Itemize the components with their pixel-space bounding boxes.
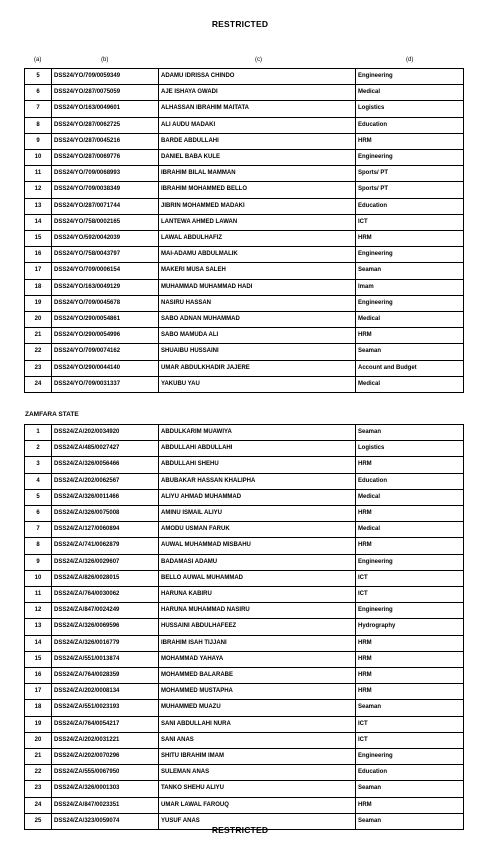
serial-number-cell: 11 bbox=[25, 587, 52, 603]
column-header-b: (b) bbox=[101, 57, 109, 63]
specialty-cell: ICT bbox=[356, 214, 464, 230]
table-row bbox=[25, 732, 464, 748]
specialty-cell: Engineering bbox=[356, 749, 464, 765]
table-row bbox=[25, 263, 464, 279]
serial-number-cell: 17 bbox=[25, 684, 52, 700]
page-header-classification: RESTRICTED bbox=[211, 19, 269, 29]
full-name-cell: AJE ISHAYA GWADI bbox=[159, 85, 356, 101]
specialty-cell: Medical bbox=[356, 522, 464, 538]
table-row bbox=[25, 668, 464, 684]
service-number-cell: DSS24/ZA/764/0054217 bbox=[52, 716, 159, 732]
service-number-cell: DSS24/ZA/847/0024249 bbox=[52, 603, 159, 619]
table-row bbox=[25, 101, 464, 117]
full-name-cell: HARUNA KABIRU bbox=[159, 587, 356, 603]
table-row bbox=[25, 684, 464, 700]
table-row bbox=[25, 619, 464, 635]
table-row bbox=[25, 538, 464, 554]
serial-number-cell: 11 bbox=[25, 166, 52, 182]
table-row bbox=[25, 603, 464, 619]
serial-number-cell: 19 bbox=[25, 716, 52, 732]
table-row bbox=[25, 214, 464, 230]
specialty-cell: Education bbox=[356, 765, 464, 781]
full-name-cell: ABUBAKAR HASSAN KHALIPHA bbox=[159, 473, 356, 489]
full-name-cell: ALIYU AHMAD MUHAMMAD bbox=[159, 489, 356, 505]
service-number-cell: DSS24/YO/709/0074162 bbox=[52, 344, 159, 360]
specialty-cell: Logistics bbox=[356, 441, 464, 457]
specialty-cell: Seaman bbox=[356, 425, 464, 441]
table-row bbox=[25, 133, 464, 149]
specialty-cell: Imam bbox=[356, 279, 464, 295]
serial-number-cell: 9 bbox=[25, 554, 52, 570]
serial-number-cell: 6 bbox=[25, 85, 52, 101]
full-name-cell: MOHAMMED MUSTAPHA bbox=[159, 684, 356, 700]
service-number-cell: DSS24/YO/592/0042039 bbox=[52, 231, 159, 247]
serial-number-cell: 23 bbox=[25, 781, 52, 797]
table-row bbox=[25, 85, 464, 101]
serial-number-cell: 21 bbox=[25, 749, 52, 765]
service-number-cell: DSS24/ZA/202/0034920 bbox=[52, 425, 159, 441]
specialty-cell: Seaman bbox=[356, 813, 464, 829]
table-row bbox=[25, 700, 464, 716]
full-name-cell: MAKERI MUSA SALEH bbox=[159, 263, 356, 279]
serial-number-cell: 16 bbox=[25, 247, 52, 263]
column-header-d: (d) bbox=[406, 57, 414, 63]
table-row bbox=[25, 198, 464, 214]
service-number-cell: DSS24/ZA/202/0062567 bbox=[52, 473, 159, 489]
specialty-cell: Seaman bbox=[356, 781, 464, 797]
specialty-cell: HRM bbox=[356, 538, 464, 554]
specialty-cell: Education bbox=[356, 198, 464, 214]
full-name-cell: LANTEWA AHMED LAWAN bbox=[159, 214, 356, 230]
specialty-cell: Medical bbox=[356, 85, 464, 101]
serial-number-cell: 4 bbox=[25, 473, 52, 489]
serial-number-cell: 24 bbox=[25, 797, 52, 813]
service-number-cell: DSS24/ZA/551/0023193 bbox=[52, 700, 159, 716]
full-name-cell: ADAMU IDRISSA CHINDO bbox=[159, 69, 356, 85]
specialty-cell: Education bbox=[356, 117, 464, 133]
full-name-cell: DANIEL BABA KULE bbox=[159, 150, 356, 166]
service-number-cell: DSS24/YO/709/0045678 bbox=[52, 295, 159, 311]
serial-number-cell: 8 bbox=[25, 117, 52, 133]
full-name-cell: MOHAMMAD YAHAYA bbox=[159, 651, 356, 667]
full-name-cell: LAWAL ABDULHAFIZ bbox=[159, 231, 356, 247]
serial-number-cell: 18 bbox=[25, 700, 52, 716]
specialty-cell: HRM bbox=[356, 651, 464, 667]
service-number-cell: DSS24/ZA/555/0067950 bbox=[52, 765, 159, 781]
specialty-cell: Hydrography bbox=[356, 619, 464, 635]
serial-number-cell: 10 bbox=[25, 570, 52, 586]
specialty-cell: Logistics bbox=[356, 101, 464, 117]
specialty-cell: Engineering bbox=[356, 150, 464, 166]
serial-number-cell: 22 bbox=[25, 765, 52, 781]
service-number-cell: DSS24/ZA/826/0028015 bbox=[52, 570, 159, 586]
serial-number-cell: 9 bbox=[25, 133, 52, 149]
full-name-cell: ABDULLAHI ABDULLAHI bbox=[159, 441, 356, 457]
service-number-cell: DSS24/ZA/326/0001303 bbox=[52, 781, 159, 797]
serial-number-cell: 8 bbox=[25, 538, 52, 554]
table-row bbox=[25, 117, 464, 133]
full-name-cell: NASIRU HASSAN bbox=[159, 295, 356, 311]
serial-number-cell: 25 bbox=[25, 813, 52, 829]
specialty-cell: HRM bbox=[356, 635, 464, 651]
full-name-cell: HARUNA MUHAMMAD NASIRU bbox=[159, 603, 356, 619]
service-number-cell: DSS24/YO/287/0069776 bbox=[52, 150, 159, 166]
serial-number-cell: 14 bbox=[25, 635, 52, 651]
specialty-cell: ICT bbox=[356, 732, 464, 748]
service-number-cell: DSS24/ZA/323/0059074 bbox=[52, 813, 159, 829]
full-name-cell: MAI-ADAMU ABDULMALIK bbox=[159, 247, 356, 263]
serial-number-cell: 16 bbox=[25, 668, 52, 684]
specialty-cell: Engineering bbox=[356, 69, 464, 85]
full-name-cell: MUHAMMAD MUHAMMAD HADI bbox=[159, 279, 356, 295]
serial-number-cell: 24 bbox=[25, 376, 52, 392]
serial-number-cell: 13 bbox=[25, 619, 52, 635]
table-row bbox=[25, 231, 464, 247]
table-row bbox=[25, 360, 464, 376]
serial-number-cell: 10 bbox=[25, 150, 52, 166]
service-number-cell: DSS24/YO/709/0038349 bbox=[52, 182, 159, 198]
service-number-cell: DSS24/YO/290/0054861 bbox=[52, 312, 159, 328]
full-name-cell: TANKO SHEHU ALIYU bbox=[159, 781, 356, 797]
full-name-cell: HUSSAINI ABDULHAFEEZ bbox=[159, 619, 356, 635]
service-number-cell: DSS24/ZA/202/0031221 bbox=[52, 732, 159, 748]
service-number-cell: DSS24/ZA/326/0029607 bbox=[52, 554, 159, 570]
service-number-cell: DSS24/ZA/326/0016779 bbox=[52, 635, 159, 651]
serial-number-cell: 20 bbox=[25, 732, 52, 748]
full-name-cell: BADAMASI ADAMU bbox=[159, 554, 356, 570]
specialty-cell: Medical bbox=[356, 489, 464, 505]
service-number-cell: DSS24/ZA/202/0070296 bbox=[52, 749, 159, 765]
specialty-cell: HRM bbox=[356, 684, 464, 700]
service-number-cell: DSS24/YO/287/0045216 bbox=[52, 133, 159, 149]
table-row bbox=[25, 425, 464, 441]
table-row bbox=[25, 522, 464, 538]
serial-number-cell: 19 bbox=[25, 295, 52, 311]
table-row bbox=[25, 150, 464, 166]
service-number-cell: DSS24/ZA/551/0013874 bbox=[52, 651, 159, 667]
table-row bbox=[25, 570, 464, 586]
specialty-cell: ICT bbox=[356, 587, 464, 603]
full-name-cell: ABDULLAHI SHEHU bbox=[159, 457, 356, 473]
table-row bbox=[25, 765, 464, 781]
state-heading-zamfara: ZAMFARA STATE bbox=[25, 411, 79, 418]
specialty-cell: Seaman bbox=[356, 700, 464, 716]
serial-number-cell: 12 bbox=[25, 603, 52, 619]
full-name-cell: ABDULKARIM MUAWIYA bbox=[159, 425, 356, 441]
service-number-cell: DSS24/YO/758/0002165 bbox=[52, 214, 159, 230]
table-row bbox=[25, 651, 464, 667]
service-number-cell: DSS24/YO/709/0031337 bbox=[52, 376, 159, 392]
full-name-cell: ALI AUDU MADAKI bbox=[159, 117, 356, 133]
serial-number-cell: 12 bbox=[25, 182, 52, 198]
full-name-cell: JIBRIN MOHAMMED MADAKI bbox=[159, 198, 356, 214]
full-name-cell: IBRAHIM ISAH TIJJANI bbox=[159, 635, 356, 651]
table-row bbox=[25, 279, 464, 295]
serial-number-cell: 20 bbox=[25, 312, 52, 328]
column-header-c: (c) bbox=[255, 57, 262, 63]
specialty-cell: Sports/ PT bbox=[356, 182, 464, 198]
service-number-cell: DSS24/YO/163/0049129 bbox=[52, 279, 159, 295]
specialty-cell: Education bbox=[356, 473, 464, 489]
service-number-cell: DSS24/ZA/326/0056466 bbox=[52, 457, 159, 473]
serial-number-cell: 17 bbox=[25, 263, 52, 279]
full-name-cell: SANI ANAS bbox=[159, 732, 356, 748]
full-name-cell: SABO ADNAN MUHAMMAD bbox=[159, 312, 356, 328]
specialty-cell: HRM bbox=[356, 457, 464, 473]
serial-number-cell: 6 bbox=[25, 506, 52, 522]
specialty-cell: Medical bbox=[356, 312, 464, 328]
full-name-cell: YUSUF ANAS bbox=[159, 813, 356, 829]
serial-number-cell: 3 bbox=[25, 457, 52, 473]
full-name-cell: BARDE ABDULLAHI bbox=[159, 133, 356, 149]
specialty-cell: HRM bbox=[356, 797, 464, 813]
service-number-cell: DSS24/YO/709/0059349 bbox=[52, 69, 159, 85]
specialty-cell: HRM bbox=[356, 133, 464, 149]
full-name-cell: AUWAL MUHAMMAD MISBAHU bbox=[159, 538, 356, 554]
service-number-cell: DSS24/YO/287/0062725 bbox=[52, 117, 159, 133]
serial-number-cell: 23 bbox=[25, 360, 52, 376]
service-number-cell: DSS24/ZA/741/0062879 bbox=[52, 538, 159, 554]
service-number-cell: DSS24/ZA/127/0060894 bbox=[52, 522, 159, 538]
full-name-cell: MOHAMMED BALARABE bbox=[159, 668, 356, 684]
specialty-cell: Engineering bbox=[356, 247, 464, 263]
service-number-cell: DSS24/YO/287/0071744 bbox=[52, 198, 159, 214]
specialty-cell: Sports/ PT bbox=[356, 166, 464, 182]
table-row bbox=[25, 441, 464, 457]
serial-number-cell: 14 bbox=[25, 214, 52, 230]
specialty-cell: Medical bbox=[356, 376, 464, 392]
service-number-cell: DSS24/ZA/485/0027427 bbox=[52, 441, 159, 457]
service-number-cell: DSS24/YO/290/0054996 bbox=[52, 328, 159, 344]
full-name-cell: ALHASSAN IBRAHIM MAITATA bbox=[159, 101, 356, 117]
serial-number-cell: 7 bbox=[25, 522, 52, 538]
serial-number-cell: 1 bbox=[25, 425, 52, 441]
table-row bbox=[25, 328, 464, 344]
table-row bbox=[25, 69, 464, 85]
service-number-cell: DSS24/YO/163/0049601 bbox=[52, 101, 159, 117]
table-row bbox=[25, 797, 464, 813]
specialty-cell: HRM bbox=[356, 506, 464, 522]
zamfara-personnel-table bbox=[24, 424, 464, 830]
full-name-cell: MUHAMMED MUAZU bbox=[159, 700, 356, 716]
full-name-cell: AMINU ISMAIL ALIYU bbox=[159, 506, 356, 522]
serial-number-cell: 15 bbox=[25, 231, 52, 247]
table-row bbox=[25, 473, 464, 489]
full-name-cell: UMAR LAWAL FAROUQ bbox=[159, 797, 356, 813]
serial-number-cell: 21 bbox=[25, 328, 52, 344]
full-name-cell: SHUAIBU HUSSAINI bbox=[159, 344, 356, 360]
serial-number-cell: 5 bbox=[25, 489, 52, 505]
full-name-cell: SHITU IBRAHIM IMAM bbox=[159, 749, 356, 765]
serial-number-cell: 7 bbox=[25, 101, 52, 117]
service-number-cell: DSS24/YO/758/0043797 bbox=[52, 247, 159, 263]
table-row bbox=[25, 166, 464, 182]
full-name-cell: SANI ABDULLAHI NURA bbox=[159, 716, 356, 732]
table-row bbox=[25, 506, 464, 522]
serial-number-cell: 15 bbox=[25, 651, 52, 667]
service-number-cell: DSS24/ZA/847/0023351 bbox=[52, 797, 159, 813]
specialty-cell: Engineering bbox=[356, 603, 464, 619]
table-row bbox=[25, 295, 464, 311]
service-number-cell: DSS24/ZA/202/0008134 bbox=[52, 684, 159, 700]
service-number-cell: DSS24/YO/290/0044140 bbox=[52, 360, 159, 376]
table-row bbox=[25, 781, 464, 797]
table-row bbox=[25, 182, 464, 198]
full-name-cell: YAKUBU YAU bbox=[159, 376, 356, 392]
full-name-cell: UMAR ABDULKHADIR JAJERE bbox=[159, 360, 356, 376]
specialty-cell: HRM bbox=[356, 668, 464, 684]
table-row bbox=[25, 457, 464, 473]
specialty-cell: ICT bbox=[356, 570, 464, 586]
yobe-personnel-table bbox=[24, 68, 464, 393]
table-row bbox=[25, 749, 464, 765]
specialty-cell: Engineering bbox=[356, 554, 464, 570]
service-number-cell: DSS24/YO/709/0006154 bbox=[52, 263, 159, 279]
column-header-a: (a) bbox=[34, 57, 42, 63]
service-number-cell: DSS24/ZA/764/0030062 bbox=[52, 587, 159, 603]
service-number-cell: DSS24/YO/709/0068993 bbox=[52, 166, 159, 182]
serial-number-cell: 5 bbox=[25, 69, 52, 85]
serial-number-cell: 13 bbox=[25, 198, 52, 214]
table-row bbox=[25, 344, 464, 360]
serial-number-cell: 2 bbox=[25, 441, 52, 457]
service-number-cell: DSS24/ZA/326/0075008 bbox=[52, 506, 159, 522]
service-number-cell: DSS24/ZA/326/0011466 bbox=[52, 489, 159, 505]
table-row bbox=[25, 587, 464, 603]
service-number-cell: DSS24/ZA/764/0028359 bbox=[52, 668, 159, 684]
full-name-cell: SABO MAMUDA ALI bbox=[159, 328, 356, 344]
specialty-cell: Seaman bbox=[356, 344, 464, 360]
specialty-cell: HRM bbox=[356, 231, 464, 247]
table-row bbox=[25, 554, 464, 570]
specialty-cell: Engineering bbox=[356, 295, 464, 311]
table-row bbox=[25, 312, 464, 328]
serial-number-cell: 18 bbox=[25, 279, 52, 295]
serial-number-cell: 22 bbox=[25, 344, 52, 360]
service-number-cell: DSS24/YO/287/0075059 bbox=[52, 85, 159, 101]
table-row bbox=[25, 635, 464, 651]
table-row bbox=[25, 716, 464, 732]
page-footer-classification: RESTRICTED bbox=[211, 825, 269, 835]
table-row bbox=[25, 489, 464, 505]
specialty-cell: HRM bbox=[356, 328, 464, 344]
service-number-cell: DSS24/ZA/326/0069596 bbox=[52, 619, 159, 635]
full-name-cell: IBRAHIM MOHAMMED BELLO bbox=[159, 182, 356, 198]
specialty-cell: Seaman bbox=[356, 263, 464, 279]
table-row bbox=[25, 247, 464, 263]
full-name-cell: AMODU USMAN FARUK bbox=[159, 522, 356, 538]
full-name-cell: IBRAHIM BILAL MAMMAN bbox=[159, 166, 356, 182]
specialty-cell: ICT bbox=[356, 716, 464, 732]
full-name-cell: SULEMAN ANAS bbox=[159, 765, 356, 781]
table-row bbox=[25, 376, 464, 392]
specialty-cell: Account and Budget bbox=[356, 360, 464, 376]
full-name-cell: BELLO AUWAL MUHAMMAD bbox=[159, 570, 356, 586]
